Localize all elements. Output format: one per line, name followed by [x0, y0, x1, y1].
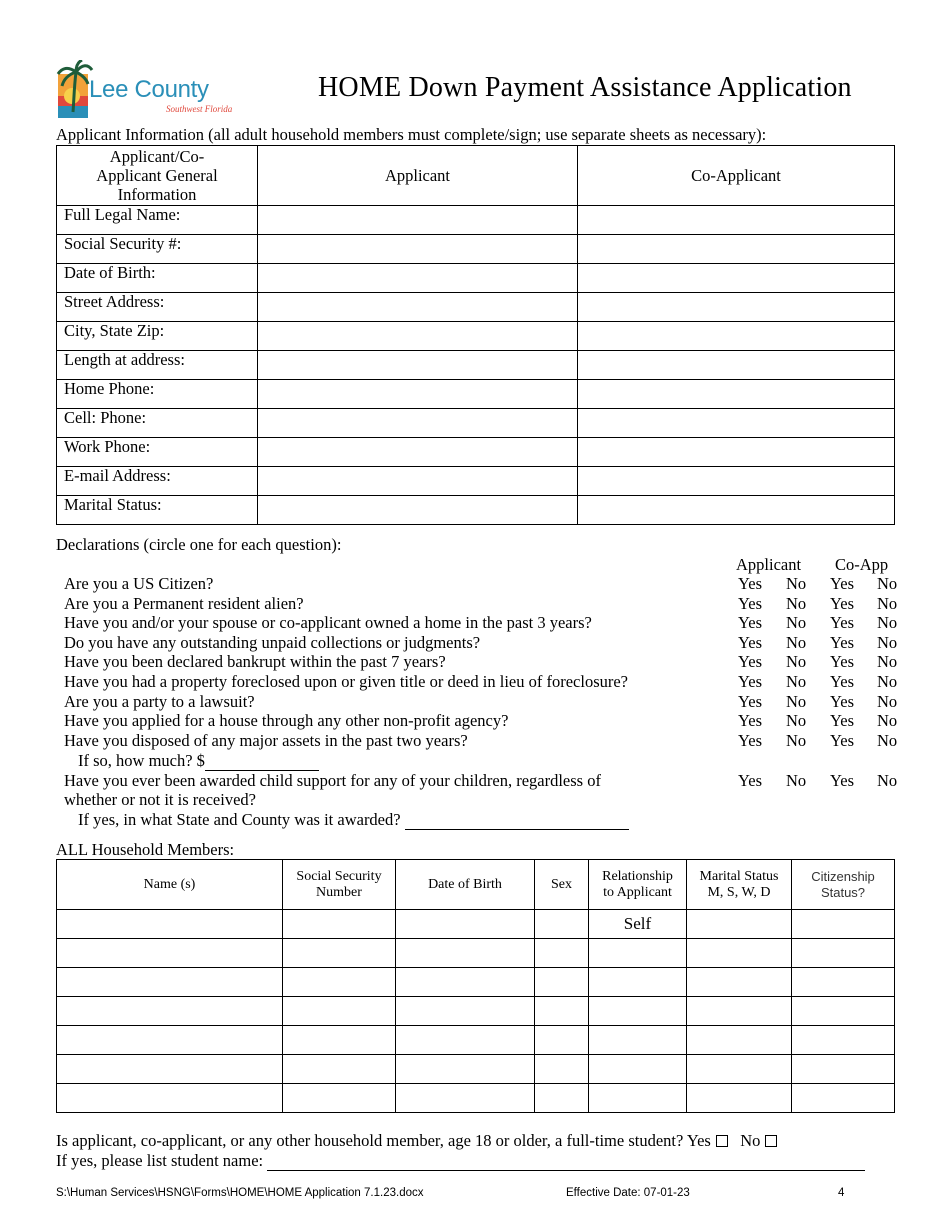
name-field[interactable] [57, 968, 283, 997]
marital-field[interactable] [687, 1055, 792, 1084]
coapp-no-option[interactable]: No [877, 613, 898, 633]
col-header-sex: Sex [535, 860, 589, 910]
table-row [57, 206, 895, 235]
relationship-field[interactable] [589, 1055, 687, 1084]
citizenship-field[interactable] [792, 997, 895, 1026]
table-row [57, 380, 895, 409]
declaration-question: Have you applied for a house through any other non-profit agency? [64, 711, 509, 731]
student-name-field[interactable] [267, 1154, 865, 1171]
coapp-no-option[interactable]: No [877, 771, 898, 790]
marital-field[interactable] [687, 1084, 792, 1113]
table-header-row [57, 860, 895, 910]
name-field[interactable] [57, 910, 283, 939]
coapplicant-field[interactable] [578, 351, 895, 380]
declaration-question: Do you have any outstanding unpaid collections or judgments? [64, 632, 481, 652]
applicant-no-option[interactable]: No [786, 652, 807, 672]
applicant-field[interactable] [258, 235, 578, 264]
table-row [57, 409, 895, 438]
coapp-yes-option[interactable]: Yes [830, 593, 855, 613]
table-row [57, 467, 895, 496]
coapplicant-field[interactable] [578, 409, 895, 438]
declaration-question: Are you a US Citizen? [64, 574, 214, 593]
sex-field[interactable] [535, 1084, 589, 1113]
dob-field[interactable] [396, 939, 535, 968]
applicant-no-option[interactable]: No [786, 613, 807, 633]
coapp-yes-option[interactable]: Yes [830, 632, 855, 652]
col-header-applicant: Applicant [258, 146, 578, 206]
declaration-question: Have you disposed of any major assets in the past two years? [64, 730, 468, 750]
citizenship-field[interactable] [792, 1084, 895, 1113]
coapplicant-field[interactable] [578, 496, 895, 525]
sex-field[interactable] [535, 997, 589, 1026]
coapp-no-option[interactable]: No [877, 730, 898, 750]
student-question-line [56, 1131, 777, 1151]
table-row [57, 496, 895, 525]
student-name-prompt: If yes, please list student name: [56, 1151, 264, 1170]
ssn-field[interactable] [283, 910, 396, 939]
declarations-col-coapp: Co-App [835, 555, 889, 574]
applicant-info-table [56, 145, 895, 525]
applicant-field[interactable] [258, 264, 578, 293]
citizenship-field[interactable] [792, 910, 895, 939]
ssn-field[interactable] [283, 1026, 396, 1055]
applicant-field[interactable] [258, 351, 578, 380]
declarations-col-applicant: Applicant [736, 555, 802, 574]
table-row [57, 1026, 895, 1055]
applicant-no-option[interactable]: No [786, 593, 807, 613]
coapp-no-option[interactable]: No [877, 672, 898, 691]
child-support-question-2: whether or not it is received? [64, 790, 256, 809]
footer-effective-date: Effective Date: 07-01-23 [566, 1187, 690, 1199]
coapp-yes-option[interactable]: Yes [830, 672, 855, 691]
coapp-no-option[interactable]: No [877, 691, 898, 711]
household-label: ALL Household Members: [56, 840, 235, 859]
marital-field[interactable] [687, 1026, 792, 1055]
dob-field[interactable] [396, 997, 535, 1026]
citizenship-field[interactable] [792, 1055, 895, 1084]
coapp-yes-option[interactable]: Yes [830, 652, 855, 672]
coapplicant-field[interactable] [578, 380, 895, 409]
applicant-field[interactable] [258, 467, 578, 496]
coapplicant-field[interactable] [578, 264, 895, 293]
coapp-yes-option[interactable]: Yes [830, 691, 855, 711]
citizenship-field[interactable] [792, 939, 895, 968]
marital-field[interactable] [687, 997, 792, 1026]
coapp-yes-option[interactable]: Yes [830, 730, 855, 750]
declaration-question: Have you had a property foreclosed upon or given title or deed in lieu of foreclosure? [64, 672, 629, 691]
relationship-field[interactable] [589, 939, 687, 968]
applicant-field[interactable] [258, 380, 578, 409]
row-label: Full Legal Name: [57, 206, 258, 235]
relationship-field[interactable] [589, 1084, 687, 1113]
coapp-yes-option[interactable]: Yes [830, 771, 855, 790]
applicant-yes-option[interactable]: Yes [738, 691, 763, 711]
logo-tagline: Southwest Florida [166, 104, 233, 114]
declarations-label: Declarations (circle one for each question): [56, 535, 342, 554]
dob-field[interactable] [396, 1084, 535, 1113]
coapplicant-field[interactable] [578, 438, 895, 467]
marital-field[interactable] [687, 939, 792, 968]
declaration-question: Are you a party to a lawsuit? [64, 691, 255, 711]
col-header-relationship: Relationship to Applicant [589, 860, 687, 910]
col-header-name: Name (s) [57, 860, 283, 910]
citizenship-field[interactable] [792, 1026, 895, 1055]
col-header-marital: Marital Status M, S, W, D [687, 860, 792, 910]
applicant-yes-option[interactable]: Yes [738, 574, 763, 593]
coapp-no-option[interactable]: No [877, 632, 898, 652]
footer-page-number: 4 [838, 1187, 845, 1199]
applicant-field[interactable] [258, 322, 578, 351]
table-row [57, 1055, 895, 1084]
dob-field[interactable] [396, 1055, 535, 1084]
row-label: Home Phone: [57, 380, 258, 409]
col-header-citizenship: Citizenship Status? [792, 860, 895, 910]
row-label: Length at address: [57, 351, 258, 380]
table-row [57, 351, 895, 380]
coapp-no-option[interactable]: No [877, 711, 898, 731]
child-support-question-1: Have you ever been awarded child support for any of your children, regardless of [64, 771, 601, 790]
ssn-field[interactable] [283, 939, 396, 968]
applicant-yes-option[interactable]: Yes [738, 771, 763, 790]
asset-amount-prompt: If so, how much? $ [78, 751, 205, 770]
name-field[interactable] [57, 1055, 283, 1084]
child-support-state-field[interactable] [405, 813, 629, 830]
applicant-yes-option[interactable]: Yes [738, 632, 763, 652]
table-row [57, 322, 895, 351]
applicant-field[interactable] [258, 293, 578, 322]
table-row [57, 438, 895, 467]
coapplicant-field[interactable] [578, 293, 895, 322]
table-header-row [57, 146, 895, 206]
sex-field[interactable] [535, 1026, 589, 1055]
row-label: Social Security #: [57, 235, 258, 264]
row-label: Work Phone: [57, 438, 258, 467]
logo-wordmark: Lee County [89, 76, 209, 103]
coapplicant-field[interactable] [578, 322, 895, 351]
marital-field[interactable] [687, 968, 792, 997]
ssn-field[interactable] [283, 968, 396, 997]
col-header-dob: Date of Birth [396, 860, 535, 910]
coapp-yes-option[interactable]: Yes [830, 613, 855, 633]
col-header-coapplicant: Co-Applicant [578, 146, 895, 206]
coapplicant-field[interactable] [578, 206, 895, 235]
applicant-no-option[interactable]: No [786, 771, 807, 790]
dob-field[interactable] [396, 968, 535, 997]
declaration-question: Have you been declared bankrupt within the past 7 years? [64, 652, 446, 672]
row-label: Date of Birth: [57, 264, 258, 293]
declaration-question: Are you a Permanent resident alien? [64, 593, 304, 613]
student-question: Is applicant, co-applicant, or any other household member, age 18 or older, a full-time student? [56, 1131, 684, 1150]
row-label: City, State Zip: [57, 322, 258, 351]
applicant-field[interactable] [258, 409, 578, 438]
col-header-general: Applicant/Co-Applicant General Information [57, 146, 258, 206]
asset-amount-line [78, 751, 319, 771]
coapp-yes-option[interactable]: Yes [830, 574, 855, 593]
sex-field[interactable] [535, 1055, 589, 1084]
coapp-yes-option[interactable]: Yes [830, 711, 855, 731]
applicant-info-label: Applicant Information (all adult household members must complete/sign; use separate sheets as necessary): [56, 125, 767, 144]
name-field[interactable] [57, 997, 283, 1026]
table-row [57, 1084, 895, 1113]
row-label: Marital Status: [57, 496, 258, 525]
household-table [56, 859, 895, 1113]
row-label: Cell: Phone: [57, 409, 258, 438]
applicant-yes-option[interactable]: Yes [738, 672, 763, 691]
sex-field[interactable] [535, 910, 589, 939]
relationship-field[interactable] [589, 1026, 687, 1055]
applicant-yes-option[interactable]: Yes [738, 711, 763, 731]
citizenship-field[interactable] [792, 968, 895, 997]
row-label: Street Address: [57, 293, 258, 322]
ssn-field[interactable] [283, 997, 396, 1026]
table-row [57, 264, 895, 293]
child-support-state-line [78, 810, 629, 830]
declaration-question: Have you and/or your spouse or co-applicant owned a home in the past 3 years? [64, 613, 592, 633]
relationship-field[interactable] [589, 997, 687, 1026]
coapp-no-option[interactable]: No [877, 574, 898, 593]
applicant-yes-option[interactable]: Yes [738, 593, 763, 613]
table-row [57, 968, 895, 997]
applicant-yes-option[interactable]: Yes [738, 730, 763, 750]
ssn-field[interactable] [283, 1055, 396, 1084]
coapp-no-option[interactable]: No [877, 593, 898, 613]
footer-file-path: S:\Human Services\HSNG\Forms\HOME\HOME Application 7.1.23.docx [56, 1187, 424, 1199]
relationship-field: Self [589, 910, 687, 939]
name-field[interactable] [57, 1026, 283, 1055]
applicant-no-option[interactable]: No [786, 730, 807, 750]
applicant-no-option[interactable]: No [786, 691, 807, 711]
coapp-no-option[interactable]: No [877, 652, 898, 672]
marital-field[interactable] [687, 910, 792, 939]
sex-field[interactable] [535, 939, 589, 968]
table-row [57, 910, 895, 939]
applicant-yes-option[interactable]: Yes [738, 613, 763, 633]
page-title: HOME Down Payment Assistance Application [318, 72, 852, 103]
table-row [57, 293, 895, 322]
student-no-label: No [740, 1131, 761, 1150]
applicant-field[interactable] [258, 496, 578, 525]
applicant-yes-option[interactable]: Yes [738, 652, 763, 672]
student-yes-label: Yes [686, 1131, 711, 1150]
applicant-no-option[interactable]: No [786, 711, 807, 731]
applicant-no-option[interactable]: No [786, 672, 807, 691]
applicant-field[interactable] [258, 206, 578, 235]
ssn-field[interactable] [283, 1084, 396, 1113]
asset-amount-field[interactable] [205, 754, 319, 771]
name-field[interactable] [57, 939, 283, 968]
student-yes-checkbox[interactable] [716, 1135, 728, 1147]
coapplicant-field[interactable] [578, 467, 895, 496]
name-field[interactable] [57, 1084, 283, 1113]
sex-field[interactable] [535, 968, 589, 997]
student-no-checkbox[interactable] [765, 1135, 777, 1147]
table-row [57, 939, 895, 968]
dob-field[interactable] [396, 910, 535, 939]
row-label: E-mail Address: [57, 467, 258, 496]
lee-county-logo [56, 60, 236, 122]
child-support-state-prompt: If yes, in what State and County was it awarded? [78, 810, 401, 829]
table-row [57, 997, 895, 1026]
col-header-ssn: Social Security Number [283, 860, 396, 910]
applicant-no-option[interactable]: No [786, 574, 807, 593]
relationship-field[interactable] [589, 968, 687, 997]
student-name-line [56, 1151, 865, 1171]
dob-field[interactable] [396, 1026, 535, 1055]
applicant-no-option[interactable]: No [786, 632, 807, 652]
coapplicant-field[interactable] [578, 235, 895, 264]
table-row [57, 235, 895, 264]
applicant-field[interactable] [258, 438, 578, 467]
